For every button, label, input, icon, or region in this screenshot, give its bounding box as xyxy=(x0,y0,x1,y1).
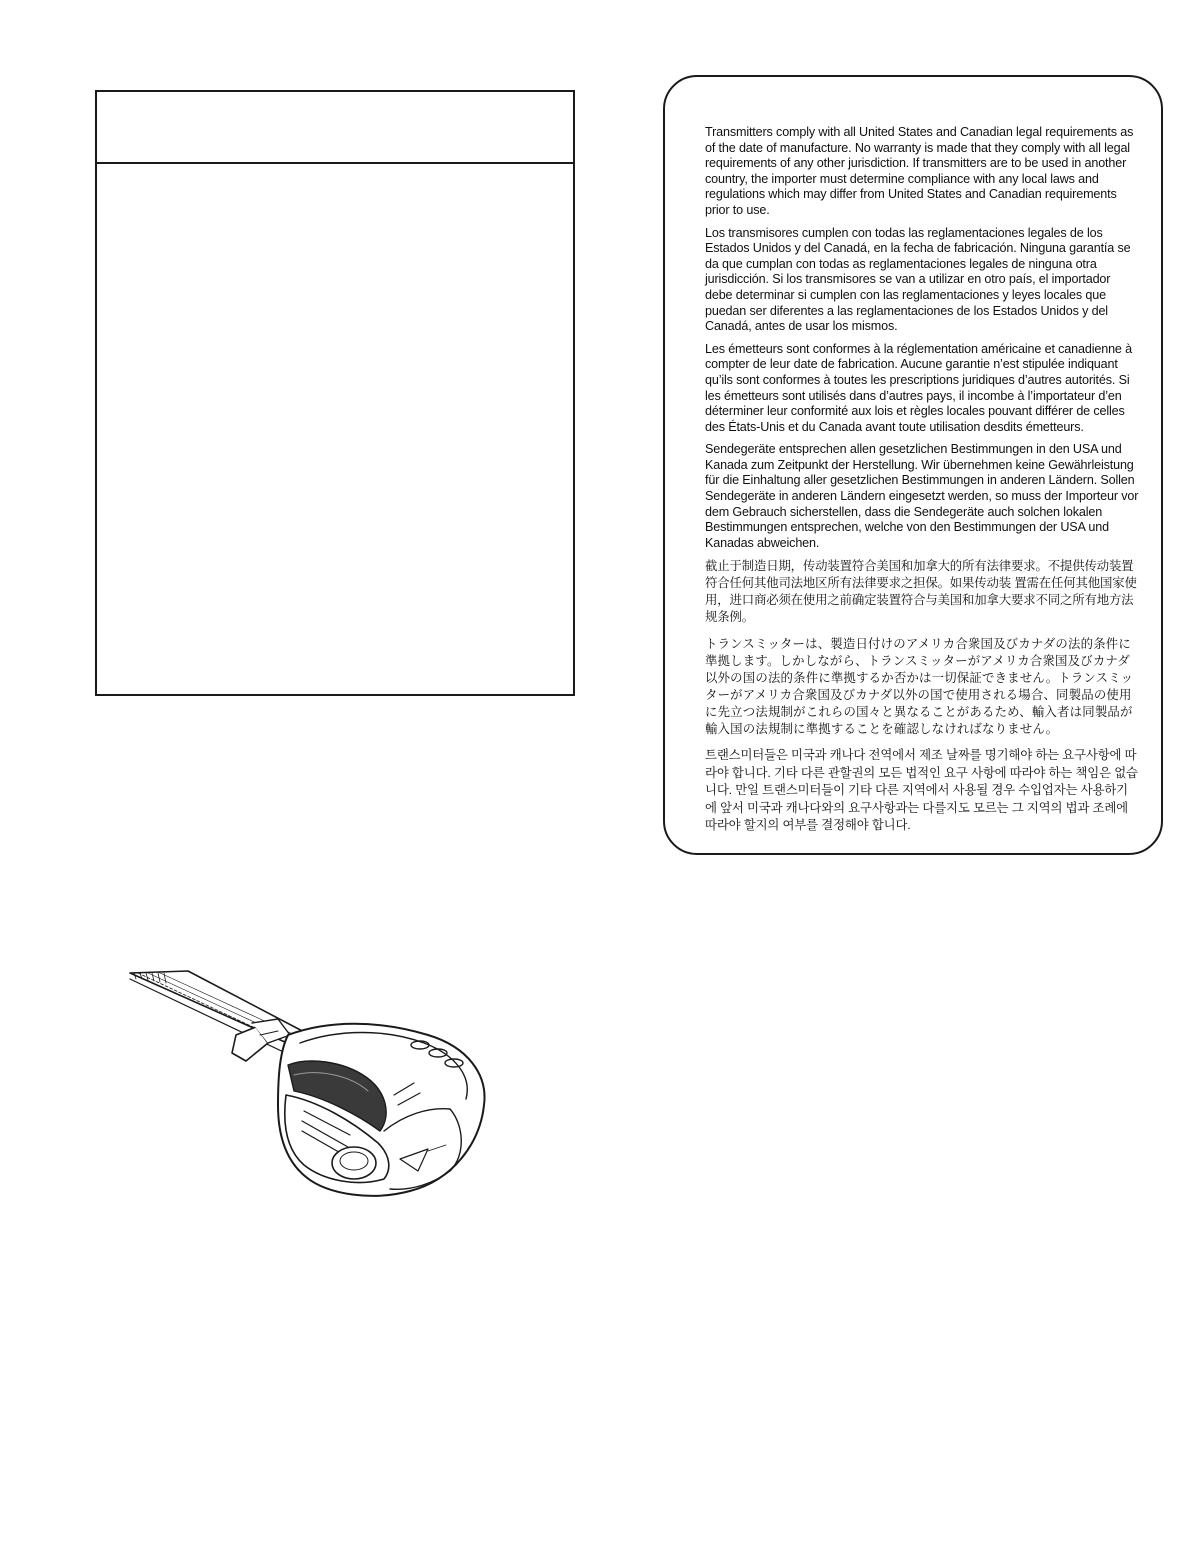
compliance-text-japanese: トランスミッターは、製造日付けのアメリカ合衆国及びカナダの法的条件に準拠します。しかしながら、トランスミッターがアメリカ合衆国及びカナダ以外の国の法的条件に準拠するか否かは一切保証できません。トランスミッターがアメリカ合衆国及びカナダ以外の国で使用される場合、同製品の使用に先立つ法規制がこれらの国々と異なることがあるため、輸入者は同製品が輸入国の法規制に準拠することを確認しなければなりません。 xyxy=(705,636,1134,737)
compliance-text-english: Transmitters comply with all United States and Canadian legal requirements as of the date of manufacture. No warranty is made that they comply with all legal requirements of any other jurisdiction. If transmitters are to be used in another country, the importer must determine compliance with any local laws and regulations which may differ from United States and Canadian requirements prior to use. xyxy=(705,125,1134,217)
compliance-text-chinese: 截止于制造日期，传动装置符合美国和加拿大的所有法律要求。不提供传动装置符合任何其他司法地区所有法律要求之担保。如果传动装 置需在任何其他国家使用，进口商必须在使用之前确定装置符合与美国和加拿大要求不同之所有地方法规条例。 xyxy=(705,559,1137,625)
compliance-notice xyxy=(663,75,1163,855)
compliance-text-german: Sendegeräte entsprechen allen gesetzlichen Bestimmungen in den USA und Kanada zum Zeitpunkt der Herstellung. Wir übernehmen keine Gewährleistung für die Einhaltung aller gesetzlichen Bestimmungen in anderen Ländern. Sollen Sendegeräte in anderen Ländern eingesetzt werden, so muss der Importeur vor dem Gebrauch sicherstellen, dass die Sendegeräte auch solchen lokalen Bestimmungen entsprechen, welche von den Bestimmungen der USA und Kanadas abweichen. xyxy=(705,442,1139,550)
notes-header xyxy=(97,92,573,164)
compliance-text-french: Les émetteurs sont conformes à la réglementation américaine et canadienne à compter de leur date de fabrication. Aucune garantie n’est stipulée indiquant qu’ils sont conformes à toutes les prescriptions juridiques d’autres autorités. Si les émetteurs sont utilisés dans d’autres pays, il incombe à l’importateur d’en déterminer leur conformité aux lois et règles locales pouvant différer de celles des États-Unis et du Canada avant toute utilisation desdits émetteurs. xyxy=(705,341,1132,434)
compliance-text-spanish: Los transmisores cumplen con todas las reglamentaciones legales de los Estados Unidos y del Canadá, en la fecha de fabricación. Ninguna garantía se da que cumplan con todas as reglamentaciones legales de ninguna otra jurisdicción. Si los transmisores se van a utilizar en otro país, el importador debe determinar si cumplen con las reglamentaciones y leyes locales que puedan ser diferentes a las reglamentaciones de los Estados Unidos y del Canadá, antes de usar los mismos. xyxy=(705,225,1131,334)
compliance-text-korean: 트랜스미터들은 미국과 캐나다 전역에서 제조 날짜를 명기해야 하는 요구사항에 따라야 합니다. 기타 다른 관할권의 모든 법적인 요구 사항에 따라야 하는 책임은 없습니다. 만일 트랜스미터들이 기타 다른 지역에서 사용될 경우 수입업자는 사용하기에 앞서 미국과 캐나다와의 요구사항과는 다를지도 모르는 그 지역의 법과 조례에 따라야 할지의 여부를 결정해야 합니다. xyxy=(705,748,1138,833)
garage-door-opener-icon xyxy=(128,965,498,1205)
notes-body xyxy=(97,164,573,694)
notes-box xyxy=(95,90,575,696)
